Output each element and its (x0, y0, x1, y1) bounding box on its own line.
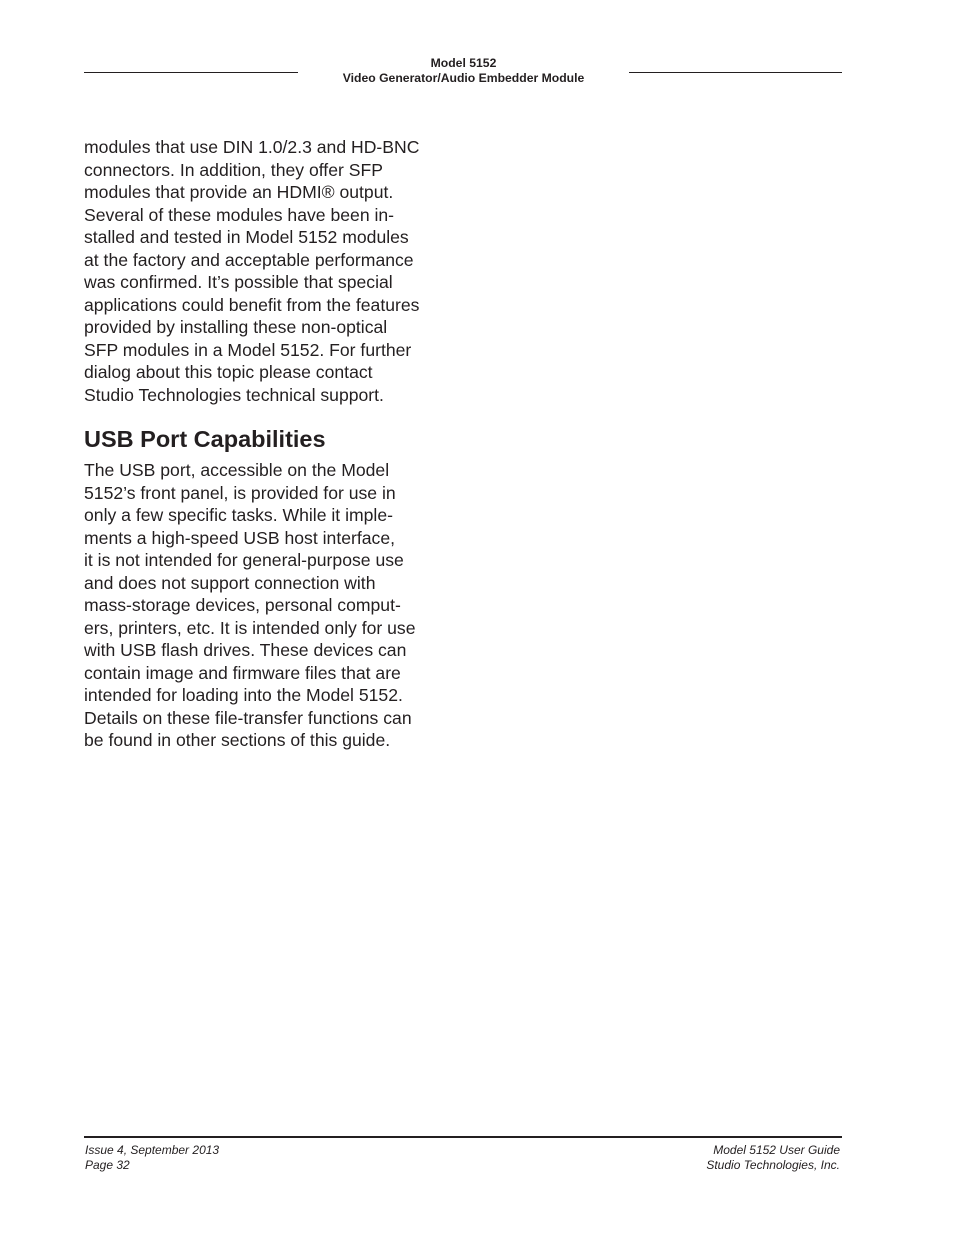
section-heading: USB Port Capabilities (84, 426, 326, 452)
footer-rule (84, 1136, 842, 1138)
footer-company: Studio Technologies, Inc. (706, 1158, 840, 1172)
footer-left (85, 1143, 219, 1173)
header-model: Model 5152 (430, 56, 497, 70)
footer-page-number: Page 32 (85, 1158, 130, 1172)
footer-guide-title: Model 5152 User Guide (713, 1143, 840, 1157)
header-subtitle: Video Generator/Audio Embedder Module (342, 71, 585, 85)
main-column (84, 136, 456, 752)
header-rule-left (84, 72, 298, 73)
intro-paragraph: modules that use DIN 1.0/2.3 and HD-BNC connectors. In addition, they offer SFP modules that provide an HDMI® output. Several of these modules have been in- stalled and tested in Model 5152 modules at the factory and acceptable performance was confirmed. It’s possible that special applications could benefit from the features provided by installing these non-optical SFP modules in a Model 5152. For further dialog about this topic please contact Studio Technologies technical support. (84, 137, 420, 405)
footer-issue: Issue 4, September 2013 (85, 1143, 220, 1157)
section-paragraph: The USB port, accessible on the Model 5152’s front panel, is provided for use in only a few specific tasks. While it imple- ments a high-speed USB host interface, it is not intended for general-purpose use and does not support connection with mass-storage devices, personal comput- ers, printers, etc. It is intended only for use with USB flash drives. These devices can contain image and firmware files that are intended for loading into the Model 5152. Details on these file-transfer functions can be found in other sections of this guide. (84, 460, 416, 750)
running-header (298, 56, 629, 86)
footer-right (706, 1143, 840, 1173)
header-rule-right (629, 72, 842, 73)
